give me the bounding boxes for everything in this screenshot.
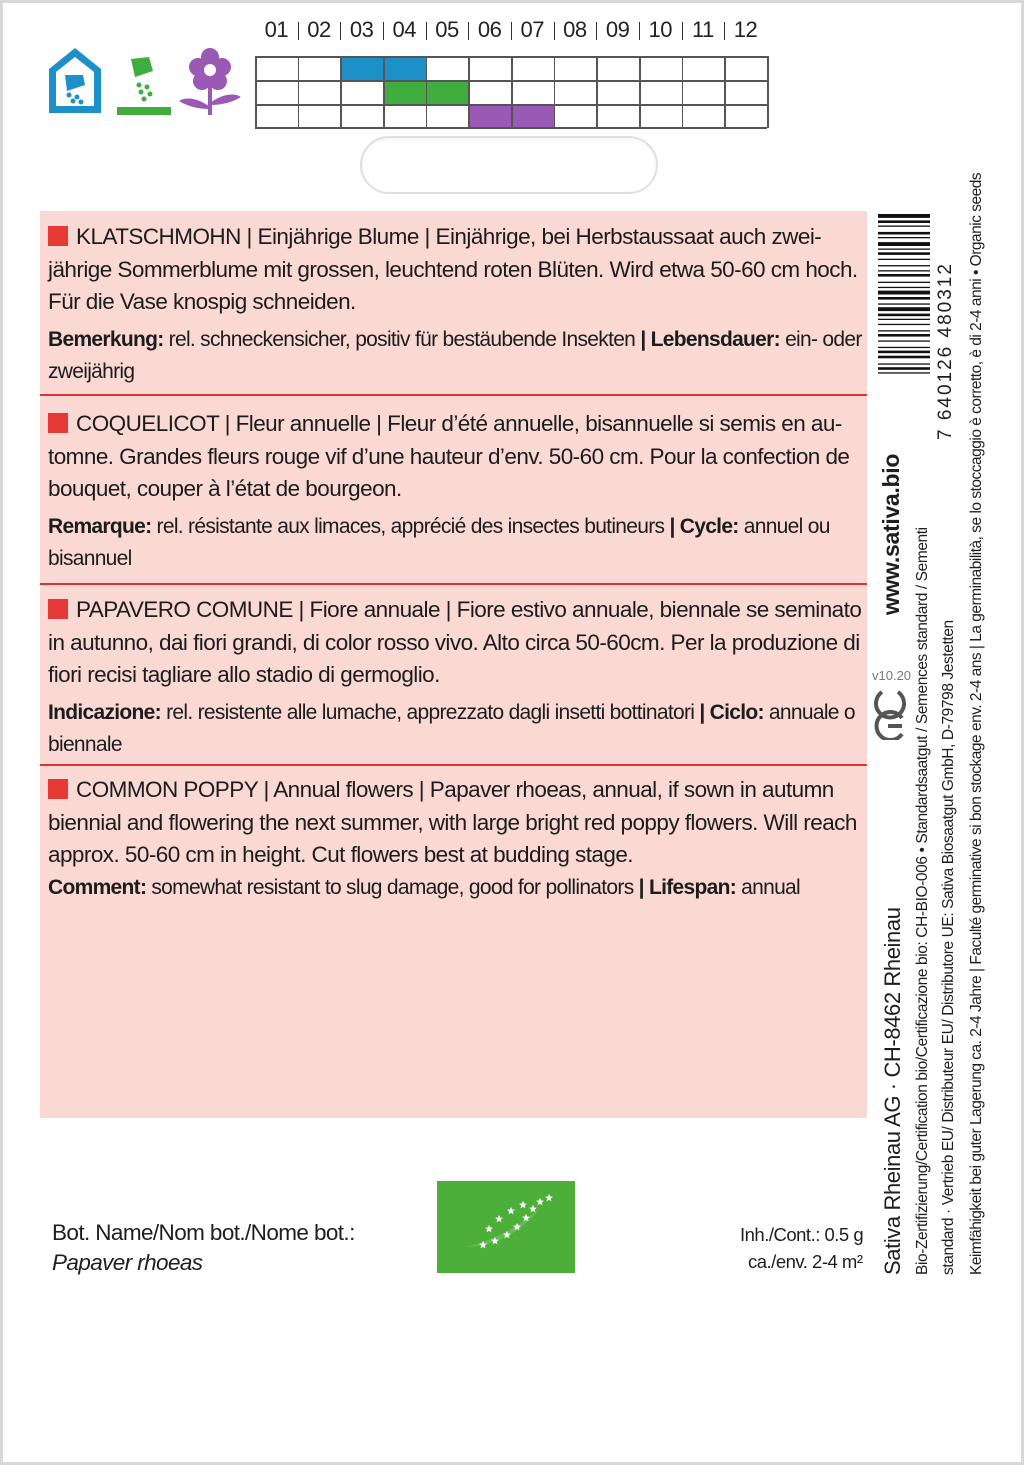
barcode-bar [878,330,930,331]
section-english [48,774,863,904]
life-text: annuel ou bisannuel [48,514,830,570]
barcode-bar [878,351,930,354]
section-title: COMMON POPPY [76,777,258,802]
flower-icon [177,45,243,117]
month-label: 06 [468,16,511,44]
grid-line [468,56,470,128]
barcode-bar [878,287,930,288]
barcode-bar [878,291,930,295]
barcode-bar [878,334,930,337]
barcode-bar [878,274,930,277]
certification-line-2: standard · Vertrieb EU/ Distributeur EU/ Distributore UE: Sativa Biosaatgut GmbH, D-79798 Jestetten [940,620,957,1275]
barcode-bar [878,282,930,283]
barcode-bar [878,307,930,311]
life-label: | Cycle: [669,514,739,538]
life-label: | Lifespan: [638,875,736,899]
eu-organic-logo [437,1181,575,1273]
botanical-name: Papaver rhoeas [52,1250,203,1275]
description-panel [40,211,867,1118]
life-label: | Ciclo: [699,700,764,724]
note-text: rel. résistante aux limaces, apprécié des insectes butineurs [151,514,670,538]
life-text: ein- oder zweijährig [48,327,862,383]
month-header [255,16,767,44]
section-description [48,408,863,506]
grid-line [511,56,513,128]
section-french [48,408,863,576]
package-contents: Inh./Cont.: 0.5 g [740,1224,864,1245]
section-title: PAPAVERO COMUNE [76,597,293,622]
section-description [48,774,863,872]
barcode-bar [878,265,930,266]
barcode-bar [878,252,930,255]
section-note [48,697,863,762]
month-label: 02 [298,16,341,44]
website-link[interactable]: www.sativa.bio [878,453,904,615]
hang-hole [360,136,658,194]
red-square-icon [48,413,68,433]
grid-line [639,56,641,128]
barcode-bar [878,220,930,223]
note-text: rel. resistente alle lumache, apprezzato dagli insetti bottinatori [160,700,700,724]
month-label: 12 [724,16,767,44]
ce-mark-icon [874,690,906,740]
section-italian [48,594,863,762]
coverage-area: ca./env. 2-4 m² [748,1251,863,1272]
sowing-calendar [255,16,767,116]
note-label: Indicazione: [48,700,161,724]
red-square-icon [48,226,68,246]
life-label: | Lebensdauer: [640,327,780,351]
section-note [48,324,863,389]
barcode-bar [878,347,930,348]
grid-line [767,56,769,128]
barcode-bar [878,237,930,238]
section-text: | Einjährige Blume | Einjährige, bei Herbstaussaat auch zweijährige Sommerblume mit grossen, leuchtend roten Blüten. Wird etwa 50-60 cm hoch. Für die Vase knospig schneiden. [48,224,858,314]
note-text: rel. schneckensicher, positiv für bestäubende Insekten [163,327,641,351]
barcode-bar [878,372,930,373]
life-text: annual [736,875,800,899]
section-divider [40,583,867,585]
grid-line [682,56,684,128]
section-note [48,511,863,576]
month-label: 08 [554,16,597,44]
section-text: | Fiore annuale | Fiore estivo annuale, biennale se seminato in autunno, dai fiori grandi, di color rosso vivo. Alto circa 50-60cm. Per la produzione di fiori recisi tagliare allo stadio di germoglio. [48,597,862,687]
grid-line [383,56,385,128]
section-note [48,872,863,905]
grid-line [340,56,342,128]
month-label: 11 [682,16,725,44]
note-label: Bemerkung: [48,327,164,351]
barcode-bar [878,363,930,364]
house-sowing-icon [45,45,105,117]
sowing-icons [45,45,245,117]
section-text: | Annual flowers | Papaver rhoeas, annual, if sown in autumn biennial and flowering the next summer, with large bright red poppy flowers. Will reach approx. 50-60 cm in height. Cut flowers best at budding stage. [48,777,857,867]
barcode-bar [878,324,930,325]
barcode-bar [878,367,930,370]
outdoor-sowing-icon [113,45,173,117]
section-divider [40,394,867,396]
section-german [48,221,863,389]
month-label: 09 [596,16,639,44]
barcode-bar [878,232,930,235]
barcode-bar [878,303,930,304]
germination-note: Keimfähigkeit bei guter Lagerung ca. 2-4 Jahre | Faculté germinative si bon stockage env. 2-4 ans | La germinabilità, se lo stoccaggio è corretto, è di 2-4 anni • Organic seeds [968,172,985,1275]
red-square-icon [48,779,68,799]
month-label: 07 [511,16,554,44]
life-text: annuale o biennale [48,700,855,756]
barcode-bar [878,319,930,320]
grid-line [426,56,428,128]
month-label: 05 [426,16,469,44]
calendar-grid [255,56,767,128]
barcode-bar [878,226,930,227]
barcode-number: 7 640126 480312 [935,262,956,440]
month-label: 10 [639,16,682,44]
barcode-bar [878,249,930,250]
version-label: v10.20 [872,668,912,683]
month-label: 03 [340,16,383,44]
section-description [48,594,863,692]
section-text: | Fleur annuelle | Fleur d’été annuelle, bisannuelle si semis en automne. Grandes fleurs rouge vif d’une hauteur d’env. 50-60 cm. Pour la confection de bouquet, couper à l’état de bourgeon. [48,411,850,501]
barcode-bar [878,242,930,246]
company-address: Sativa Rheinau AG · CH-8462 Rheinau [880,907,905,1275]
barcode-bar [878,356,930,359]
grid-line [596,56,598,128]
barcode-bar [878,259,930,260]
grid-line [724,56,726,128]
note-label: Remarque: [48,514,152,538]
note-label: Comment: [48,875,147,899]
note-text: somewhat resistant to slug damage, good for pollinators [146,875,639,899]
section-title: KLATSCHMOHN [76,224,241,249]
section-description [48,221,863,319]
barcode-bar [878,314,930,317]
barcode-bar [878,270,930,271]
section-title: COQUELICOT [76,411,219,436]
section-divider [40,764,867,766]
barcode-bar [878,340,930,341]
month-label: 04 [383,16,426,44]
red-square-icon [48,599,68,619]
grid-line [298,56,300,128]
barcode-bar [878,297,930,300]
grid-line [554,56,556,128]
certification-line-1: Bio-Zertifizierung/Certification bio/Certificazione bio: CH-BIO-006 • Standardsaatgut / Semences standard / Sementi [914,527,931,1275]
month-label: 01 [264,17,289,42]
barcode-bar [878,214,930,218]
grid-line [255,56,257,128]
botanical-name-label: Bot. Name/Nom bot./Nome bot.: [52,1220,355,1245]
